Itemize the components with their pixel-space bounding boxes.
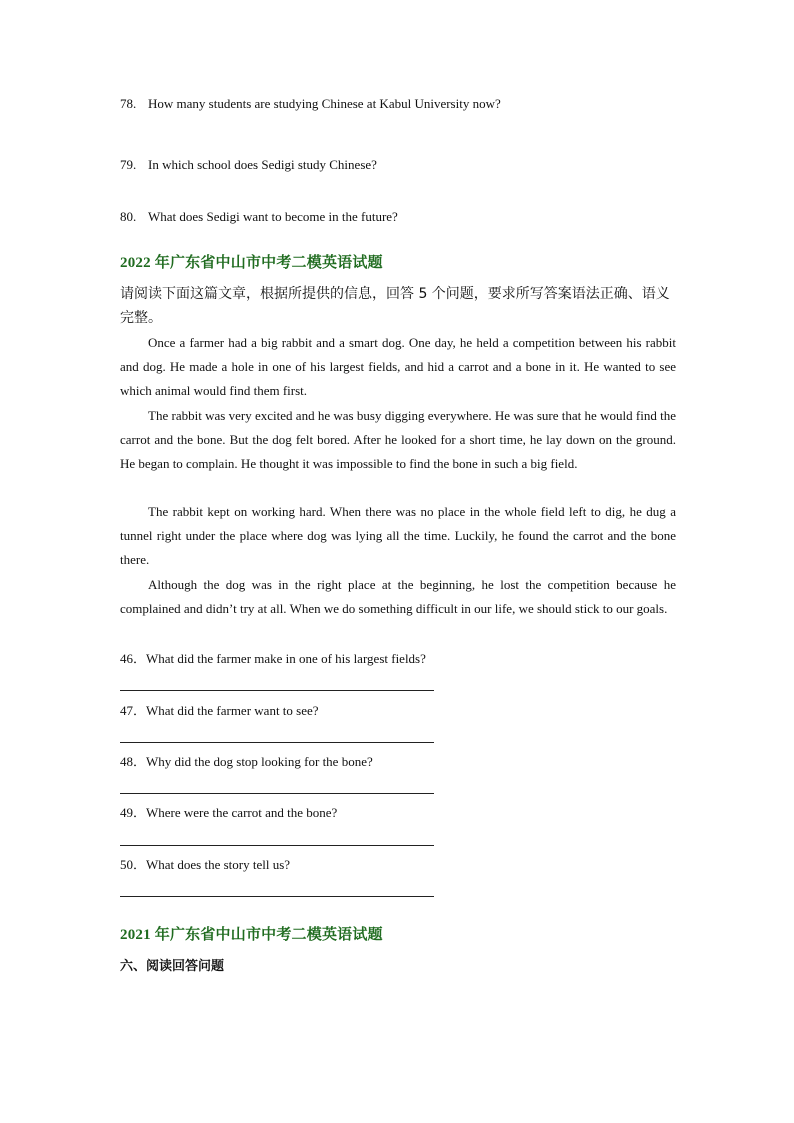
section-title-2021: 2021 年广东省中山市中考二模英语试题 (120, 927, 383, 943)
question-80 (120, 209, 398, 225)
question-text: In which school does Sedigi study Chinese? (148, 157, 377, 172)
answer-line-49[interactable] (120, 845, 434, 846)
passage-paragraph-2: The rabbit was very excited and he was busy digging everywhere. He was sure that he would find the carrot and the bone. But the dog felt bored. After he looked for a short time, he lay down on the ground. He began to complain. He thought it was impossible to find the bone in such a big field. (120, 408, 676, 472)
question-78 (120, 96, 501, 112)
answer-line-46[interactable] (120, 690, 434, 691)
answer-line-50[interactable] (120, 896, 434, 897)
section-sub-heading: 六、阅读回答问题 (120, 959, 225, 974)
section-title-2022: 2022 年广东省中山市中考二模英语试题 (120, 255, 383, 271)
question-49: 49．Where were the carrot and the bone? (120, 805, 338, 820)
answer-line-47[interactable] (120, 742, 434, 743)
question-text: What does Sedigi want to become in the future? (148, 209, 398, 224)
reading-instruction: 请阅读下面这篇文章，根据所提供的信息，回答 5 个问题，要求所写答案语法正确、语义完整。 (120, 286, 670, 326)
question-48: 48．Why did the dog stop looking for the bone? (120, 754, 373, 769)
passage-paragraph-1: Once a farmer had a big rabbit and a smart dog. One day, he held a competition between his rabbit and dog. He made a hole in one of his largest fields, and hid a carrot and a bone in it. He wanted to see which animal would find them first. (120, 335, 676, 399)
question-number: 80. (120, 209, 137, 224)
question-number: 78. (120, 96, 137, 111)
question-50: 50．What does the story tell us? (120, 857, 291, 872)
answer-line-48[interactable] (120, 793, 434, 794)
passage-paragraph-4: Although the dog was in the right place at the beginning, he lost the competition because he complained and didn’t try at all. When we do something difficult in our life, we should stick to our goals. (120, 577, 676, 617)
passage-paragraph-3: The rabbit kept on working hard. When there was no place in the whole field left to dig, he dug a tunnel right under the place where dog was lying all the time. Luckily, he found the carrot and the bone there. (120, 504, 676, 568)
question-text: How many students are studying Chinese at Kabul University now? (148, 96, 501, 111)
question-number: 79. (120, 157, 137, 172)
question-46: 46．What did the farmer make in one of his largest fields? (120, 651, 426, 666)
question-47: 47．What did the farmer want to see? (120, 703, 319, 718)
question-79 (120, 157, 377, 173)
